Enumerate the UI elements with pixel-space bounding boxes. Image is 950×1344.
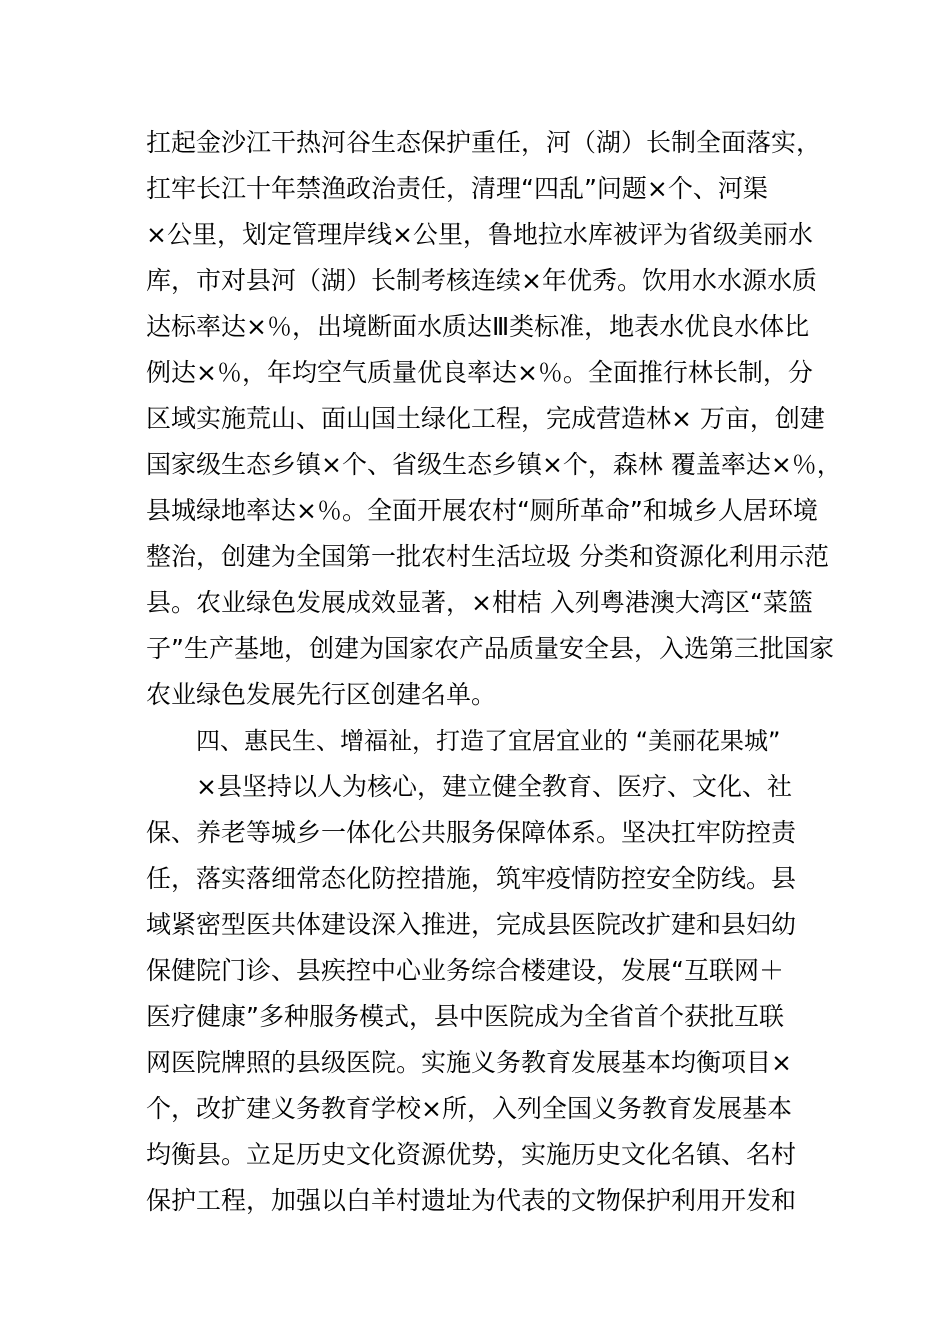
paragraph-line: 保、养老等城乡一体化公共服务保障体系。坚决扛牢防控责 (146, 818, 797, 847)
paragraph-line: ×县坚持以人为核心，建立健全教育、医疗、文化、社 (196, 772, 792, 801)
paragraph-line: 国家级生态乡镇×个、省级生态乡镇×个，森林 覆盖率达×％， (146, 450, 842, 479)
paragraph-line: 任，落实落细常态化防控措施，筑牢疫情防控安全防线。县 (146, 864, 797, 893)
paragraph-line: 扛牢长江十年禁渔政治责任，清理“四乱”问题×个、河渠 (146, 174, 768, 203)
paragraph-line: 网医院牌照的县级医院。实施义务教育发展基本均衡项目× (146, 1048, 792, 1077)
paragraph-line: 扛起金沙江干热河谷生态保护重任，河（湖）长制全面落实， (146, 128, 822, 157)
paragraph-line: 子”生产基地，创建为国家农产品质量安全县，入选第三批国家 (146, 634, 834, 663)
paragraph-line: 达标率达×％，出境断面水质达Ⅲ类标准，地表水优良水体比 (146, 312, 810, 341)
paragraph-line: 均衡县。立足历史文化资源优势，实施历史文化名镇、名村 (146, 1140, 797, 1169)
paragraph-line: 区域实施荒山、面山国土绿化工程，完成营造林× 万亩，创建 (146, 404, 825, 433)
paragraph-line: ×公里，划定管理岸线×公里，鲁地拉水库被评为省级美丽水 (146, 220, 813, 249)
paragraph-line: 例达×％，年均空气质量优良率达×％。全面推行林长制，分 (146, 358, 813, 387)
paragraph-line: 医疗健康”多种服务模式，县中医院成为全省首个获批互联 (146, 1002, 784, 1031)
section-heading: 四、惠民生、增福祉，打造了宜居宜业的 “美丽花果城” (196, 727, 781, 755)
paragraph-line: 保护工程，加强以白羊村遗址为代表的文物保护利用开发和 (146, 1186, 797, 1215)
paragraph-line: 保健院门诊、县疾控中心业务综合楼建设，发展“互联网＋ (146, 956, 784, 985)
paragraph-line: 县城绿地率达×％。全面开展农村“厕所革命”和城乡人居环境 (146, 496, 818, 525)
paragraph-line: 个，改扩建义务教育学校×所，入列全国义务教育发展基本 (146, 1094, 792, 1123)
paragraph-line: 农业绿色发展先行区创建名单。 (146, 680, 497, 709)
paragraph-line: 域紧密型医共体建设深入推进，完成县医院改扩建和县妇幼 (146, 910, 797, 939)
paragraph-line: 整治，创建为全国第一批农村生活垃圾 分类和资源化利用示范 (146, 542, 829, 571)
paragraph-line: 县。农业绿色发展成效显著，×柑桔 入列粤港澳大湾区“菜篮 (146, 588, 813, 617)
paragraph-line: 库，市对县河（湖）长制考核连续×年优秀。饮用水水源水质 (146, 266, 817, 295)
